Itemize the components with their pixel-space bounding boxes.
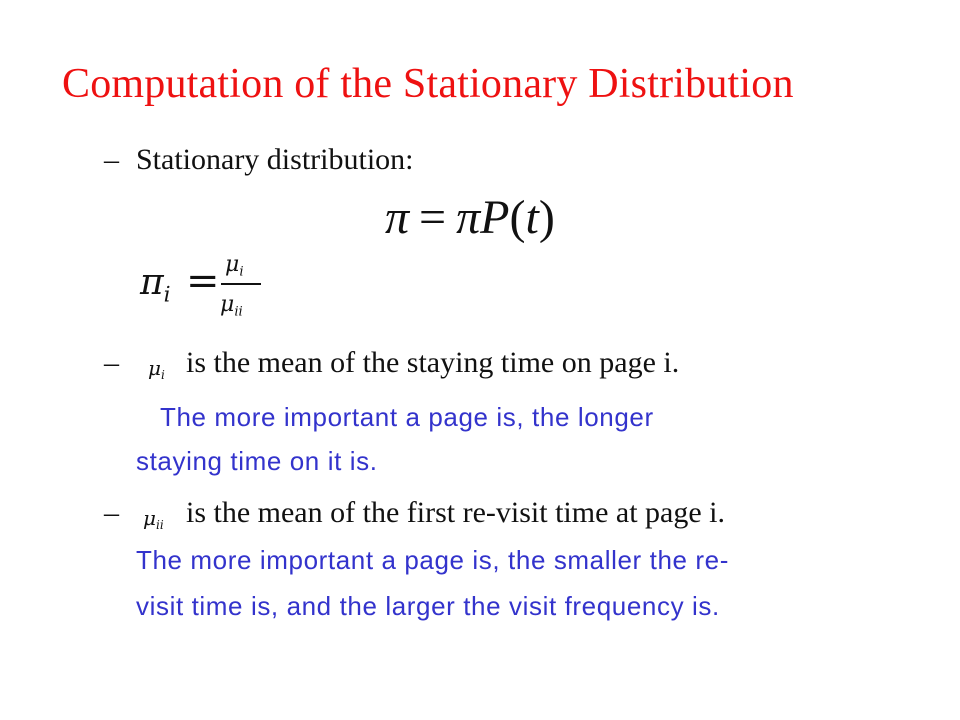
eq2-num-sub: i: [239, 264, 244, 280]
eq1-rhs-pi: π: [456, 191, 481, 244]
equation-stationary: [385, 190, 555, 245]
eq1-close-paren: ): [538, 191, 555, 244]
bullet-dash-2: –: [104, 346, 119, 379]
bullet2-mu-sub: i: [161, 368, 165, 383]
bullet2-symbol: [148, 356, 165, 382]
eq2-denominator: [220, 292, 243, 320]
slide-title: Computation of the Stationary Distribution: [62, 61, 794, 107]
note-staying-line2: staying time on it is.: [136, 446, 378, 476]
note-revisit-line2: visit time is, and the larger the visit frequency is.: [136, 591, 720, 621]
bullet3-mu: μ: [143, 506, 156, 530]
eq1-open-paren: (: [509, 191, 526, 244]
eq1-equals: =: [419, 191, 447, 244]
eq2-num-mu: μ: [225, 252, 240, 277]
bullet-text-stationary: Stationary distribution:: [136, 143, 414, 176]
eq2-equals: =: [186, 258, 220, 304]
bullet3-mu-sub: ii: [156, 518, 164, 533]
bullet3-symbol: [143, 506, 164, 532]
eq2-den-mu: μ: [220, 292, 235, 317]
bullet-text-staying-time: is the mean of the staying time on page i.: [186, 346, 680, 379]
eq2-lhs-sub: i: [163, 282, 171, 308]
bullet-text-revisit-time: is the mean of the first re-visit time at page i.: [186, 496, 726, 529]
eq2-numerator: [225, 252, 244, 280]
eq1-arg: t: [525, 191, 539, 244]
eq2-lhs: [140, 262, 171, 308]
eq1-lhs: π: [385, 191, 410, 244]
eq2-lhs-pi: π: [140, 262, 164, 303]
fraction-bar: [221, 283, 261, 285]
bullet-dash-1: –: [104, 143, 119, 176]
bullet-dash-3: –: [104, 496, 119, 529]
note-revisit-line1: The more important a page is, the smaller the re-: [136, 545, 729, 575]
eq1-rhs-p: P: [480, 191, 510, 244]
note-staying-line1: The more important a page is, the longer: [160, 402, 654, 432]
bullet2-mu: μ: [148, 356, 161, 380]
eq2-den-sub: ii: [234, 304, 243, 320]
